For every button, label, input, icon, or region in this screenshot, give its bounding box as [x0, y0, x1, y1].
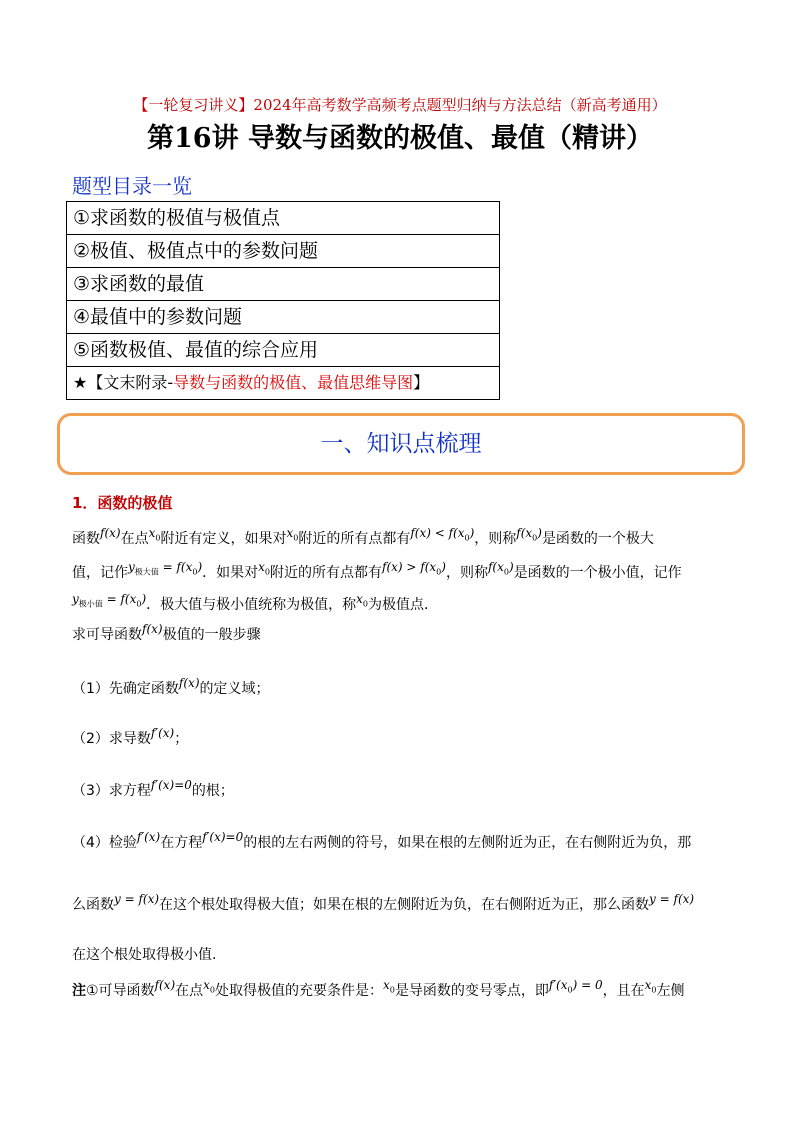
step-4-end [72, 944, 216, 964]
text: 的根； [191, 783, 234, 799]
toc-item-1[interactable]: ①求函数的极值与极值点 [67, 202, 500, 235]
toc-row-appendix [67, 367, 500, 400]
toc-item-3[interactable]: ③求函数的最值 [67, 268, 500, 301]
math: f(x) [142, 622, 163, 636]
text: 在这个根处取得极小值. [72, 947, 217, 963]
text: 左侧 [656, 983, 685, 999]
text: 附近有定义，如果对 [160, 531, 287, 547]
toc-row [67, 202, 500, 235]
step-4 [72, 832, 691, 852]
appendix-prefix: ★【文末附录- [73, 373, 174, 392]
math-x0: x [356, 592, 363, 606]
math-x0: x [258, 560, 265, 574]
text: 附近的所有点都有 [270, 565, 383, 581]
math: $x_0$ [258, 560, 271, 577]
text: 么函数 [72, 897, 114, 913]
text: 是函数的一个极小值，记作 [513, 565, 682, 581]
text: 在这个根处取得极大值；如果在根的左侧附近为负，在右侧附近为正，那么函数 [159, 897, 650, 913]
math-fx0: f(x [487, 560, 504, 574]
text: 的定义域； [199, 681, 270, 697]
math-x0: x [383, 978, 390, 992]
text: ，则称 [445, 565, 488, 581]
text: ； [174, 731, 189, 747]
step-1 [72, 678, 270, 698]
math: f′(x)=0 [150, 778, 192, 792]
math-ineq: f(x) > f(x [382, 560, 437, 574]
toc-row [67, 268, 500, 301]
math-x0: x [286, 526, 294, 540]
text: （4）检验 [72, 835, 137, 851]
note-label: 注 [72, 983, 86, 999]
text: （3）求方程 [72, 783, 151, 799]
text: 在方程 [160, 835, 203, 851]
document-subtitle: 【一轮复习讲义】2024年高考数学高频考点题型归纳与方法总结（新高考通用） [133, 96, 667, 114]
text: ①可导函数 [86, 983, 155, 999]
math-x0: x [203, 978, 210, 992]
toc-item-4[interactable]: ④最值中的参数问题 [67, 301, 500, 334]
text: 是导函数的变号零点，即 [394, 983, 549, 999]
toc-heading: 题型目录一览 [72, 174, 192, 198]
math: f(x) [100, 526, 121, 540]
text: 极值的一般步骤 [162, 627, 261, 643]
math: $x_0$ [203, 978, 216, 995]
math: $f(x) < f(x_0)$ [410, 526, 475, 543]
text: 求可导函数 [72, 627, 142, 643]
math-x0: x [644, 978, 652, 992]
text: 是函数的一个极大 [541, 531, 654, 547]
math: $x_0$ [383, 978, 395, 995]
math-y: y [128, 560, 135, 574]
math-fx0: f(x [516, 526, 533, 540]
math: f(x) [178, 676, 200, 690]
text: ．如果对 [202, 565, 259, 581]
toc-row [67, 301, 500, 334]
text: 在点 [175, 983, 204, 999]
math: f′(x)=0 [202, 830, 244, 844]
math: $x_0$ [356, 592, 369, 609]
toc-row [67, 334, 500, 367]
toc-item-2[interactable]: ②极值、极值点中的参数问题 [67, 235, 500, 268]
toc-appendix[interactable] [67, 367, 500, 400]
text: 函数 [72, 531, 100, 547]
text: ，则称 [474, 531, 517, 547]
math-sub: 极小值 [78, 599, 103, 609]
note-line [72, 980, 684, 1000]
math: y = f(x) [649, 892, 695, 906]
step-3 [72, 780, 234, 800]
document-title: 第16讲 导数与函数的极值、最值（精讲） [147, 123, 653, 154]
paragraph-line [72, 528, 654, 548]
heading-extremum: 1．函数的极值 [72, 494, 173, 512]
math: $f(x_0)$ [516, 526, 542, 543]
math: $f(x_0)$ [487, 560, 514, 577]
text: 处取得极值的充要条件是： [215, 983, 384, 999]
text: 附近的所有点都有 [298, 531, 411, 547]
step-4-cont [72, 894, 694, 914]
math: $y_{极大值} = f(x_0)$ [128, 560, 203, 577]
math: f(x) [154, 978, 176, 992]
math-y: y [72, 592, 79, 606]
paragraph-line [72, 594, 438, 615]
math: $f(x) > f(x_0)$ [382, 560, 446, 577]
text: 为极值点． [368, 597, 439, 613]
toc-row [67, 235, 500, 268]
paragraph-line [72, 624, 261, 644]
text: 值，记作 [72, 565, 128, 581]
paragraph-line [72, 562, 682, 583]
text: （1）先确定函数 [72, 681, 179, 697]
text: ．极大值与极小值统称为极值，称 [146, 597, 357, 613]
math-ineq: f(x) < f(x [410, 526, 465, 540]
text: ，且在 [602, 983, 645, 999]
toc-table [66, 201, 500, 400]
text: 在点 [120, 531, 149, 547]
math-fx0: f(x [120, 592, 137, 606]
math: f′(x) [136, 830, 161, 844]
appendix-suffix: 】 [413, 373, 430, 392]
math: y = f(x) [114, 892, 160, 906]
math: $f'(x_0) = 0$ [548, 978, 603, 995]
math-x0: x [148, 526, 156, 540]
text: （2）求导数 [72, 731, 151, 747]
section-header-box [57, 413, 745, 475]
math: $x_0$ [286, 526, 299, 543]
math-fx0: f(x [176, 560, 193, 574]
text: 的根的左右两侧的符号，如果在根的左侧附近为正，在右侧附近为负，那 [243, 835, 692, 851]
math-fpx00: f′(x [548, 978, 568, 992]
section-title: 一、知识点梳理 [320, 431, 482, 457]
math: $y_{极小值} = f(x_0)$ [72, 592, 147, 609]
toc-item-5[interactable]: ⑤函数极值、最值的综合应用 [67, 334, 500, 367]
math-sub: 极大值 [134, 567, 159, 577]
math: $x_0$ [644, 978, 657, 995]
math: f′(x) [150, 726, 175, 740]
step-2 [72, 728, 188, 748]
math: $x_0$ [148, 526, 161, 543]
appendix-link-text: 导数与函数的极值、最值思维导图 [173, 373, 414, 392]
